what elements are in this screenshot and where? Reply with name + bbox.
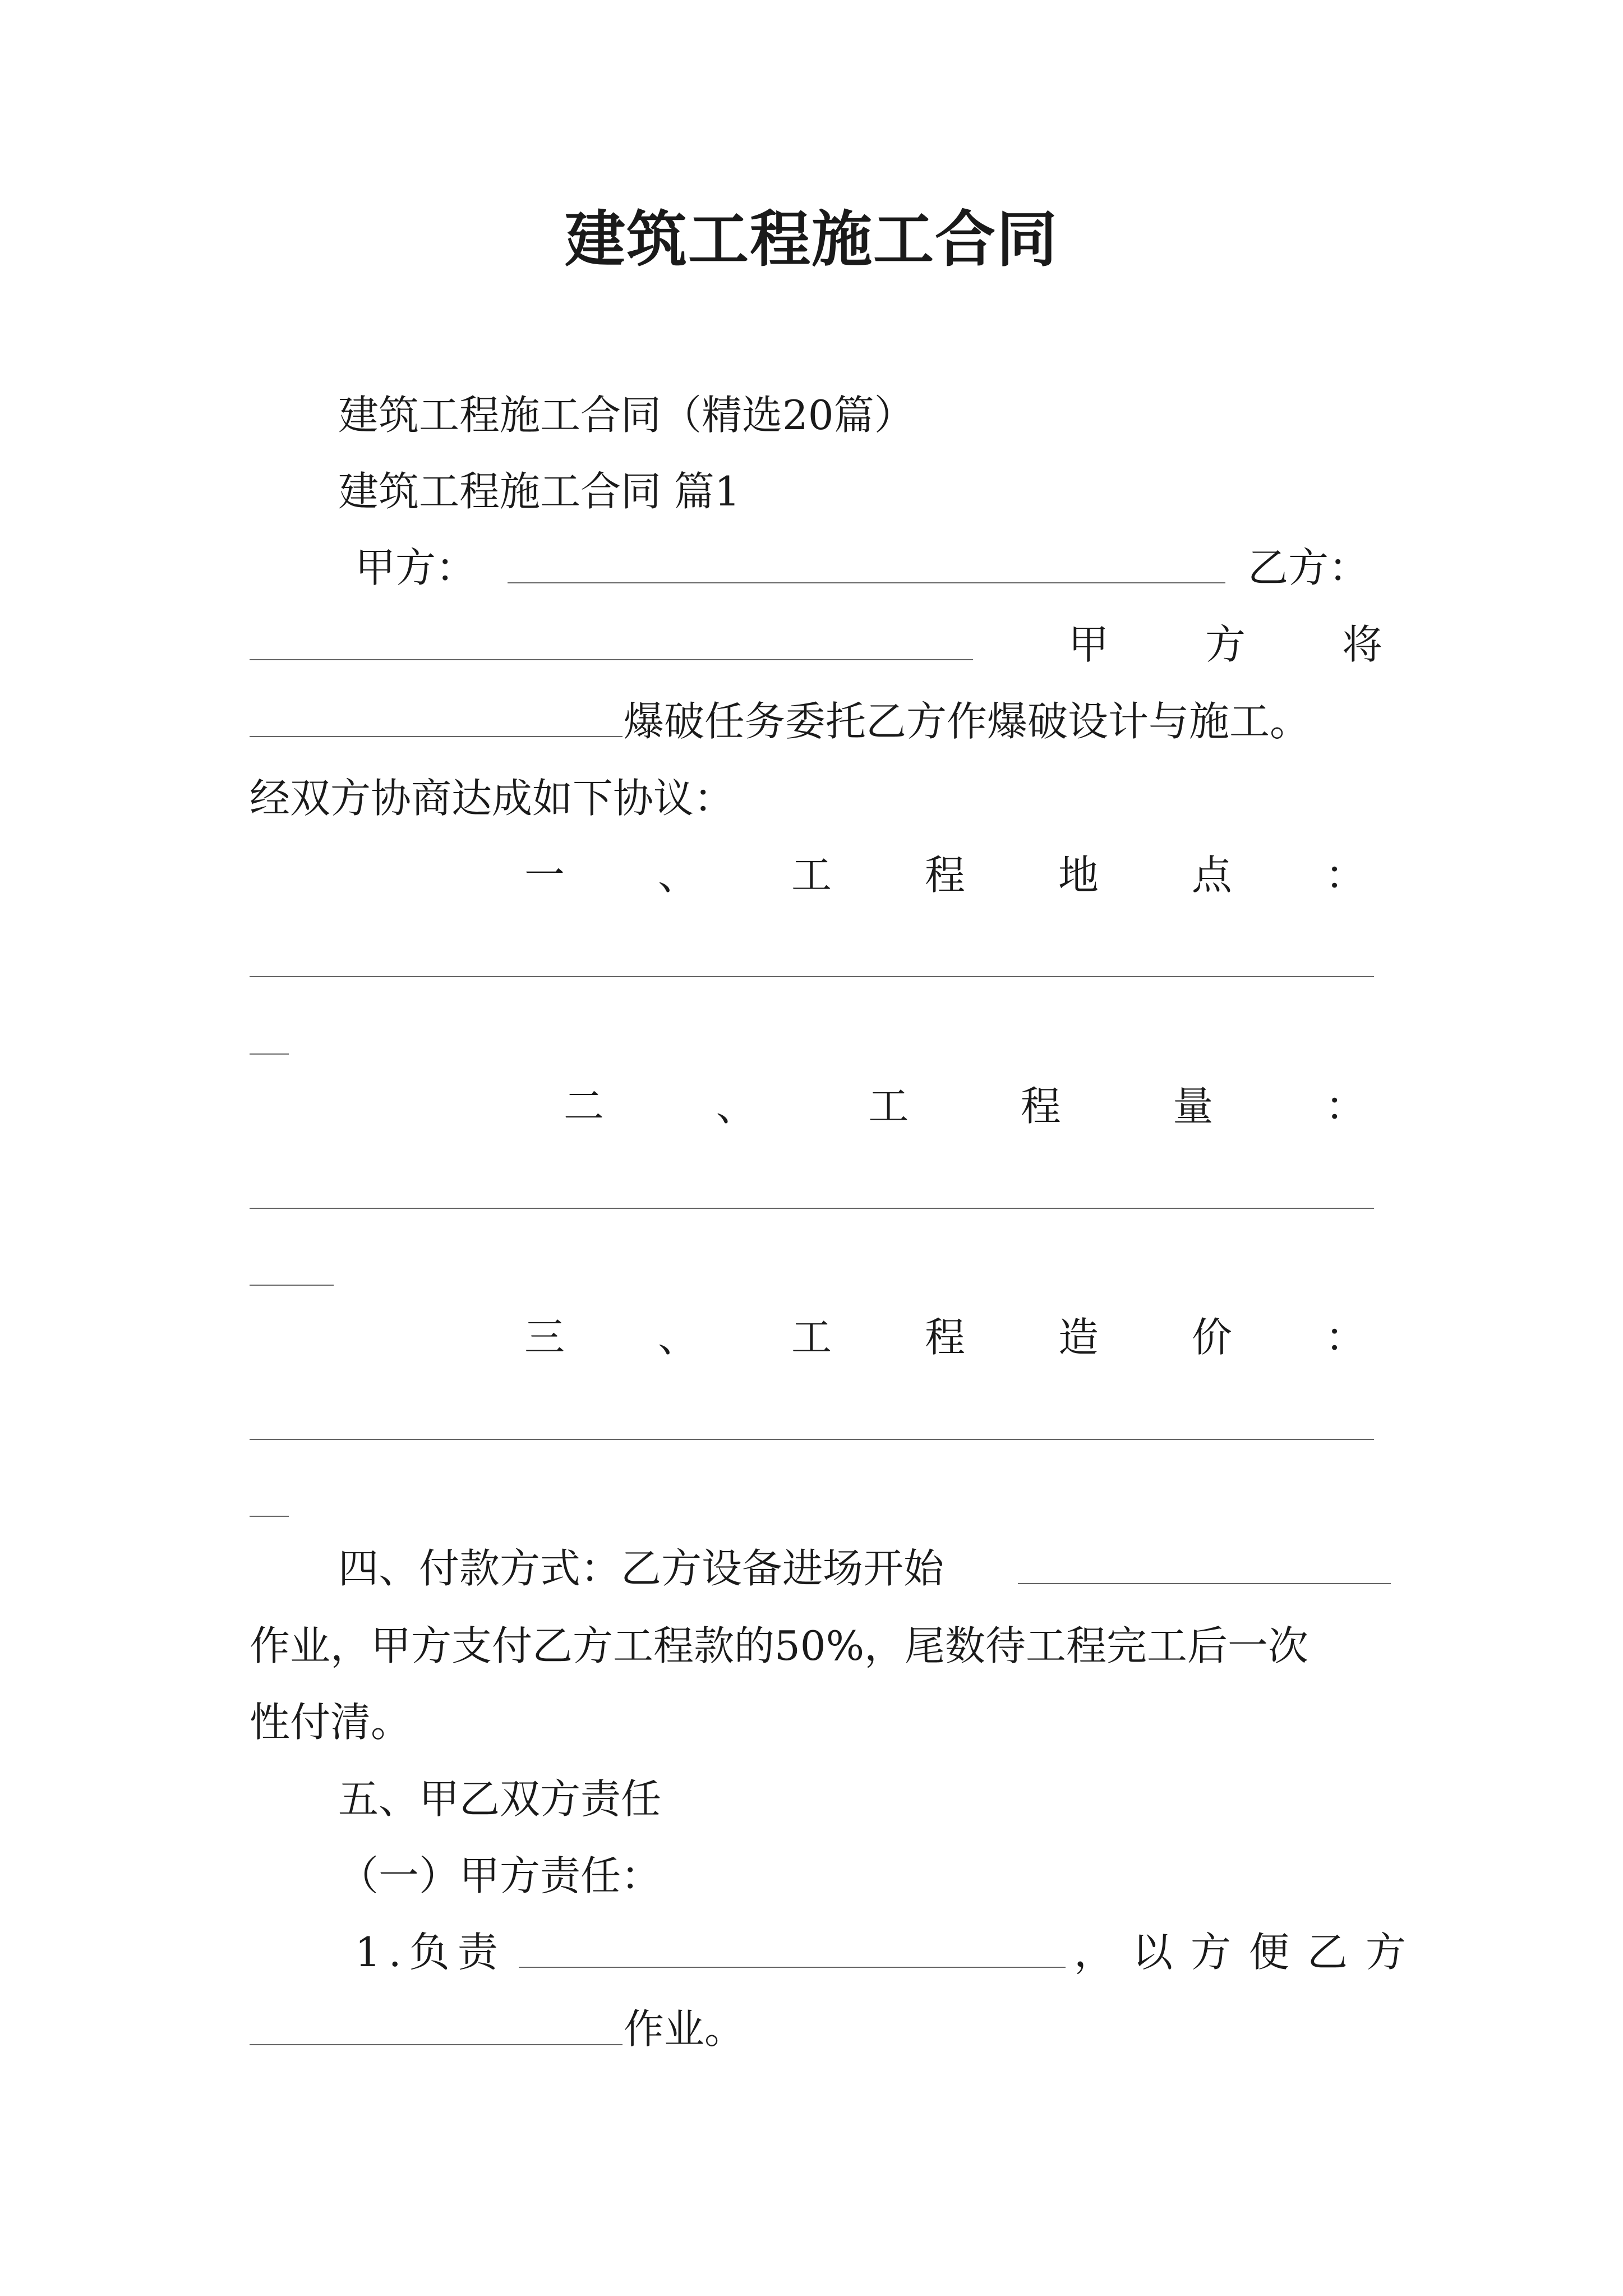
payment-lead: 四、付款方式：乙方设备进场开始 xyxy=(338,1545,944,1592)
item2-char: 量 xyxy=(1173,1083,1214,1130)
item3-char: 工 xyxy=(791,1314,832,1361)
payment-line-2: 作业，甲方支付乙方工程款的50%，尾数待工程完工后一次 xyxy=(250,1622,1309,1669)
responsibility-heading: 五、甲乙双方责任 xyxy=(338,1775,662,1823)
item3-char: ： xyxy=(1325,1314,1366,1361)
intro-word: 将 xyxy=(1341,621,1382,668)
party-a-label: 甲方： xyxy=(355,544,477,591)
item1-char: ： xyxy=(1325,852,1366,899)
clause-1-blank-2[interactable] xyxy=(250,2044,623,2045)
item3-char: 、 xyxy=(657,1314,698,1361)
clause-1-mid xyxy=(1074,1924,1424,1980)
intro-word: 方 xyxy=(1205,621,1246,668)
location-blank[interactable] xyxy=(250,976,1374,977)
item-project-cost xyxy=(524,1309,1366,1365)
item2-char: 、 xyxy=(716,1083,757,1130)
item-project-location xyxy=(524,847,1366,903)
item3-char: 价 xyxy=(1191,1314,1232,1361)
item3-char: 造 xyxy=(1058,1314,1099,1361)
item1-char: 地 xyxy=(1058,852,1099,899)
party-a-responsibility: （一）甲方责任： xyxy=(338,1852,662,1899)
party-b-label: 乙方： xyxy=(1248,544,1370,591)
cost-blank[interactable] xyxy=(250,1439,1374,1440)
item2-char: ： xyxy=(1325,1083,1366,1130)
parties-line xyxy=(355,540,1376,596)
cost-blank-tail[interactable] xyxy=(250,1516,289,1517)
item1-char: 、 xyxy=(657,852,698,899)
item3-char: 三 xyxy=(524,1314,565,1361)
item1-char: 一 xyxy=(524,852,565,899)
intro-word: 甲 xyxy=(1068,621,1109,668)
task-text: 爆破任务委托乙方作爆破设计与施工。 xyxy=(624,698,1311,745)
item2-char: 二 xyxy=(564,1083,605,1130)
item2-char: 程 xyxy=(1020,1083,1061,1130)
party-b-blank[interactable] xyxy=(250,659,973,660)
clause-1-end: 作业。 xyxy=(624,2005,745,2053)
page-title: 建筑工程施工合同 xyxy=(564,204,1058,275)
agreement-text: 经双方协商达成如下协议： xyxy=(250,775,735,822)
item-project-quantity xyxy=(564,1078,1366,1134)
payment-line-3: 性付清。 xyxy=(250,1699,412,1746)
quantity-blank-tail[interactable] xyxy=(250,1285,334,1286)
clause-1-blank[interactable] xyxy=(519,1967,1066,1968)
clause-1-lead: 1.负责 xyxy=(355,1929,506,1976)
intro-words xyxy=(1068,616,1382,673)
section-heading: 建筑工程施工合同 篇1 xyxy=(338,468,740,515)
payment-blank[interactable] xyxy=(1018,1583,1391,1584)
item2-char: 工 xyxy=(868,1083,909,1130)
quantity-blank[interactable] xyxy=(250,1208,1374,1209)
party-a-blank[interactable] xyxy=(508,582,1225,583)
subtitle: 建筑工程施工合同（精选20篇） xyxy=(338,392,915,439)
item1-char: 点 xyxy=(1191,852,1232,899)
item1-char: 工 xyxy=(791,852,832,899)
task-blank[interactable] xyxy=(250,736,623,737)
item1-char: 程 xyxy=(924,852,965,899)
item3-char: 程 xyxy=(924,1314,965,1361)
location-blank-tail[interactable] xyxy=(250,1053,289,1055)
clause-1-mid-text: ，以方便乙方 xyxy=(1074,1929,1424,1976)
